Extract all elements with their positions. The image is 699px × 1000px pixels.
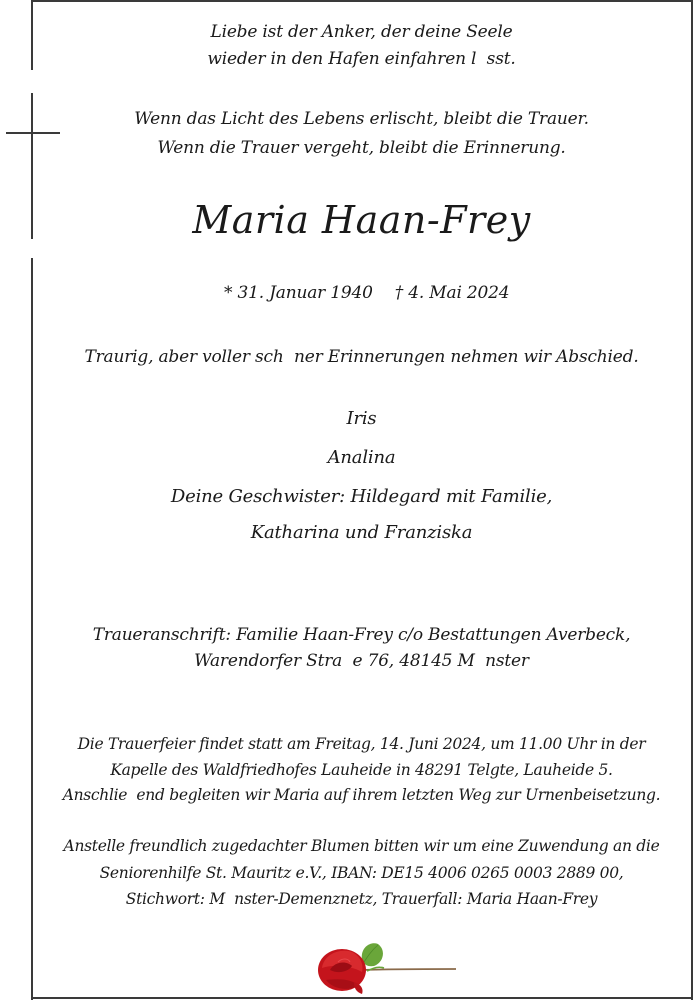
cross-horizontal-bar (6, 132, 60, 134)
death-date: † 4. Mai 2024 (394, 283, 510, 303)
ceremony-line-1: Die Trauerfeier findet statt am Freitag, 14. Juni 2024, um 11.00 Uhr in der (77, 735, 646, 753)
donation-line-3: Stichwort: M nster-Demenznetz, Trauerfall: Maria Haan-Frey (125, 890, 598, 908)
mourner-iris: Iris (346, 408, 377, 429)
donation-line-1: Anstelle freundlich zugedachter Blumen bitten wir um eine Zuwendung an die (63, 837, 660, 855)
quote-line-1: Wenn das Licht des Lebens erlischt, bleibt die Trauer. (134, 109, 589, 129)
frame-top-border (31, 0, 693, 2)
mourner-siblings-line-2: Katharina und Franziska (250, 522, 473, 543)
birth-date: * 31. Januar 1940 (224, 283, 373, 303)
mourner-analina: Analina (327, 447, 396, 468)
mourner-siblings-line-1: Deine Geschwister: Hildegard mit Familie, (170, 486, 553, 507)
donation-line-2: Seniorenhilfe St. Mauritz e.V., IBAN: DE15 4006 0265 0003 2889 00, (99, 864, 624, 882)
farewell-text: Traurig, aber voller sch ner Erinnerungen nehmen wir Abschied. (84, 347, 639, 367)
ceremony-line-3: Anschlie end begleiten wir Maria auf ihrem letzten Weg zur Urnenbeisetzung. (62, 786, 661, 804)
ceremony-line-2: Kapelle des Waldfriedhofes Lauheide in 48291 Telgte, Lauheide 5. (110, 761, 613, 779)
verse-line-2: wieder in den Hafen einfahren l sst. (207, 49, 516, 69)
frame-bottom-border (31, 997, 693, 999)
deceased-name: Maria Haan-Frey (192, 198, 531, 242)
life-dates (31, 268, 692, 302)
mourning-address-line-1: Traueranschrift: Familie Haan-Frey c/o Bestattungen Averbeck, (92, 625, 631, 645)
mourning-address-line-2: Warendorfer Stra e 76, 48145 M nster (194, 651, 529, 671)
rose-icon (312, 938, 462, 996)
quote-line-2: Wenn die Trauer vergeht, bleibt die Erinnerung. (157, 138, 566, 158)
verse-line-1: Liebe ist der Anker, der deine Seele (210, 22, 513, 42)
